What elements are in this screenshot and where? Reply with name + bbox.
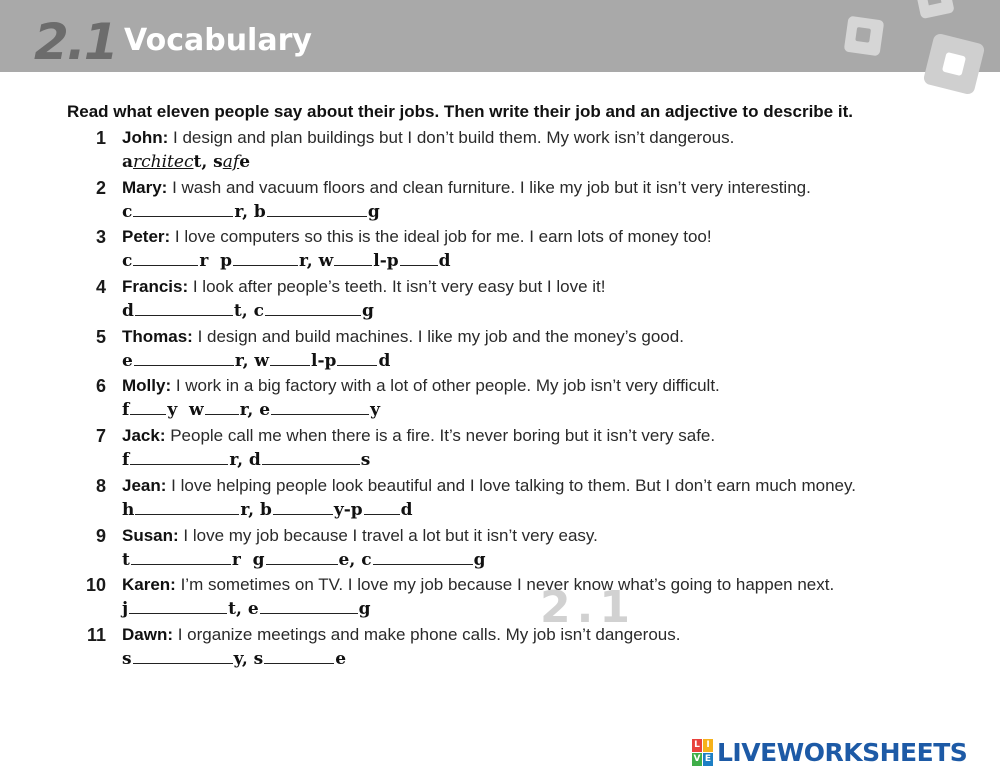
item-number: 9 [95,525,106,546]
answer-blank[interactable] [133,203,233,217]
answer-blank[interactable] [130,451,228,465]
logo-letter: I [703,739,713,752]
answer-letter: l-p [311,350,337,371]
person-name: Jack: [122,426,166,446]
item-number: 3 [95,227,106,248]
answer-letter: t [228,599,237,620]
answer-letter: g [358,599,371,620]
answer-letter: , b [248,499,272,520]
statement-text: I look after people’s teeth. It isn’t very easy but I love it! [188,277,606,297]
list-item [0,325,1000,375]
answer-blank[interactable] [130,401,166,415]
item-statement [122,573,834,597]
answer-letter: g [473,549,486,570]
answer-blank[interactable] [273,501,333,515]
example-answer-filled: af [222,152,240,172]
unit-number: 2.1 [34,13,117,71]
example-answer-filled: rchitec [133,152,194,172]
decorative-square-icon [844,16,885,57]
item-statement [122,325,684,349]
answer-letter: y-p [333,499,363,520]
answer-letter: , s [241,648,264,669]
statement-text: People call me when there is a fire. It’s never boring but it isn’t very safe. [165,426,716,446]
answer-blank[interactable] [131,551,231,565]
item-number: 8 [95,475,106,496]
answer-blank[interactable] [270,352,310,366]
answer-letter: s [360,450,371,471]
answer-letter: , w [242,350,270,371]
answer-letter: d [400,499,413,520]
answer-letter: e [338,549,350,570]
statement-text: I wash and vacuum floors and clean furniture. I like my job but it isn’t very interesting. [167,177,811,197]
answer-blank[interactable] [337,352,377,366]
decorative-square-icon [915,0,954,19]
person-name: Susan: [122,525,179,545]
answer-letter: t [233,301,242,322]
answer-blank[interactable] [364,501,400,515]
list-item [0,623,1000,673]
answer-letter: y [370,400,380,421]
item-number: 1 [95,128,106,148]
answer-separator: , [201,152,214,172]
answer-letter: a [122,152,134,172]
answer-line [122,350,390,372]
logo-letter: E [704,753,712,764]
answer-letter: r p [199,251,233,272]
item-statement [122,374,720,398]
answer-blank[interactable] [262,451,360,465]
answer-line [122,648,346,670]
statement-text: I love computers so this is the ideal job for me. I earn lots of money too! [170,227,712,247]
answer-line [122,201,380,223]
list-item [0,424,1000,474]
person-name: Dawn: [122,624,173,644]
background-watermark: 2.1 [540,582,636,633]
answer-letter: r [239,400,248,421]
item-statement [122,474,856,498]
item-number: 10 [85,575,106,596]
answer-letter: r [229,450,238,471]
item-statement [122,126,734,150]
item-statement [122,225,712,249]
statement-text: I work in a big factory with a lot of other people. My job isn’t very difficult. [171,376,720,396]
answer-letter: , c [349,549,372,570]
answer-letter: , w [306,251,334,272]
item-statement [122,275,606,299]
answer-blank[interactable] [135,302,233,316]
instructions: Read what eleven people say about their jobs. Then write their job and an adjective to describe it. [67,102,853,121]
answer-blank[interactable] [334,252,372,266]
answer-letter: t [193,152,202,172]
answer-letter: y [233,648,242,669]
answer-line [122,300,374,322]
answer-letter: r [240,499,249,520]
answer-blank[interactable] [264,650,334,664]
item-number: 7 [95,426,106,447]
item-number: 5 [95,326,106,347]
logo-letter: L [692,739,702,752]
person-name: John: [122,128,169,147]
answer-example [122,151,250,173]
statement-text: I design and plan buildings but I don’t build them. My work isn’t dangerous. [168,128,735,147]
answer-line [122,598,371,620]
answer-letter: e [122,350,133,371]
answer-blank[interactable] [265,302,361,316]
answer-blank[interactable] [373,551,473,565]
answer-blank[interactable] [133,650,233,664]
statement-text: I design and build machines. I like my job and the money’s good. [192,326,684,346]
answer-letter: t [122,549,130,570]
answer-letter: r [234,201,243,222]
answer-blank[interactable] [267,203,367,217]
liveworksheets-logo [692,737,967,767]
list-item [0,176,1000,226]
person-name: Francis: [122,277,189,297]
person-name: Thomas: [122,326,193,346]
item-number: 11 [86,624,106,645]
person-name: Karen: [122,575,176,595]
answer-letter: s [213,152,223,172]
answer-letter: y w [167,400,204,421]
answer-letter: j [122,599,129,620]
answer-blank[interactable] [400,252,438,266]
answer-blank[interactable] [134,352,234,366]
person-name: Peter: [122,227,171,247]
statement-text: I organize meetings and make phone calls. My job isn’t dangerous. [173,624,681,644]
answer-letter: h [122,499,135,520]
logo-letter: V [693,753,701,764]
answer-letter: e [335,648,347,669]
item-number: 2 [95,177,106,198]
answer-letter: r [234,350,243,371]
exercise-list [0,126,1000,673]
person-name: Jean: [122,475,167,495]
unit-header [0,0,1000,72]
answer-line [122,449,370,471]
list-item [0,225,1000,275]
list-item [0,573,1000,623]
item-number: 6 [95,376,106,397]
list-item [0,474,1000,524]
answer-letter: , e [236,599,259,620]
list-item [0,275,1000,325]
item-statement [122,524,598,548]
statement-text: I’m sometimes on TV. I love my job because I never know what’s going to happen next. [175,575,835,595]
list-item [0,374,1000,424]
answer-letter: r [299,251,307,272]
item-statement [122,424,715,448]
list-item [0,524,1000,574]
answer-blank[interactable] [135,501,239,515]
answer-letter: f [122,450,130,471]
statement-text: I love helping people look beautiful and I love talking to them. But I don’t earn much money. [166,475,856,495]
liveworksheets-brand-name: LIVEWORKSHEETS [717,737,968,767]
answer-letter: c [122,201,133,222]
answer-letter: d [122,301,134,322]
answer-letter: , e [247,400,271,421]
answer-line [122,499,413,521]
answer-blank[interactable] [260,600,358,614]
decorative-square-icon [922,32,985,95]
answer-letter: r g [231,549,265,570]
answer-line [122,250,451,272]
answer-letter: g [367,201,380,222]
statement-text: I love my job because I travel a lot but it isn’t very easy. [178,525,598,545]
person-name: Molly: [122,376,172,396]
list-item [0,126,1000,176]
answer-letter: , b [242,201,266,222]
answer-blank[interactable] [129,600,227,614]
answer-blank[interactable] [233,252,298,266]
person-name: Mary: [122,177,168,197]
item-number: 4 [95,277,106,298]
answer-letter: e [239,152,251,172]
answer-letter: g [361,301,374,322]
answer-letter: s [122,648,132,669]
answer-letter: f [122,400,130,421]
answer-letter: d [378,350,391,371]
answer-letter: l-p [373,251,399,272]
answer-letter: c [122,251,133,272]
answer-line [122,399,380,421]
answer-letter: d [438,251,451,272]
answer-line [122,549,485,571]
liveworksheets-icon [692,739,713,766]
answer-blank[interactable] [205,401,239,415]
unit-title: Vocabulary [124,23,312,58]
answer-letter: , d [237,450,261,471]
answer-letter: , c [241,301,264,322]
answer-blank[interactable] [271,401,369,415]
answer-blank[interactable] [266,551,338,565]
answer-blank[interactable] [133,252,198,266]
item-statement [122,176,811,200]
